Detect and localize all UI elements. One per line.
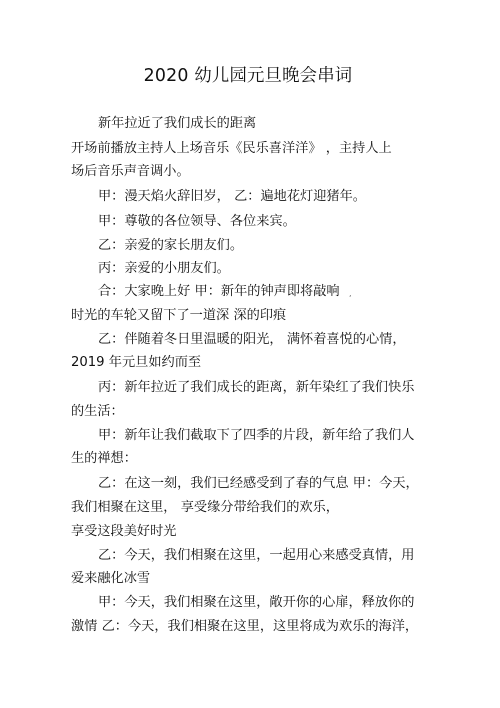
text-line: 乙：在这一刻，我们已经感受到了春的气息 甲：今天， xyxy=(98,476,419,491)
text-line: 激情 乙：今天，我们相聚在这里，这里将成为欢乐的海洋， xyxy=(71,619,419,634)
text-line: 丙：亲爱的小朋友们。 xyxy=(98,261,230,276)
text-line: 乙：伴随着冬日里温暖的阳光， 满怀着喜悦的心情， xyxy=(98,332,406,347)
text-line: 新年拉近了我们成长的距离 xyxy=(98,116,257,131)
text-line: 乙：今天，我们相聚在这里，一起用心来感受真情，用 xyxy=(98,548,415,563)
text-line: 的生活： xyxy=(71,404,124,419)
text-line: 甲：尊敬的各位领导、各位来宾。 xyxy=(98,214,296,229)
text-line: 甲：新年让我们截取下了四季的片段，新年给了我们人 xyxy=(98,428,415,443)
text-line: 乙：亲爱的家长朋友们。 xyxy=(98,238,244,253)
text-line: 甲：漫天焰火辞旧岁， 乙：遍地花灯迎猪年。 xyxy=(98,189,366,204)
stray-mark: , xyxy=(349,289,352,298)
text-line: 2019 年元旦如约而至 xyxy=(71,355,202,370)
text-line: 爱来融化冰雪 xyxy=(71,571,151,586)
text-line: 生的禅想： xyxy=(71,451,137,466)
document-title: 2020 幼儿园元旦晚会串词 xyxy=(143,66,353,86)
text-line: 时光的车轮又留下了一道深 深的印痕 xyxy=(71,308,287,323)
text-line: 享受这段美好时光 xyxy=(71,524,177,539)
text-line: 合：大家晚上好 甲：新年的钟声即将敲响 xyxy=(98,284,340,299)
text-line: 开场前播放主持人上场音乐《民乐喜洋洋》 ，主持人上 xyxy=(71,141,392,156)
text-line: 甲：今天，我们相聚在这里，敞开你的心扉，释放你的 xyxy=(98,595,415,610)
text-line: 丙：新年拉近了我们成长的距离，新年染红了我们快乐 xyxy=(98,380,415,395)
text-line: 我们相聚在这里， 享受缘分带给我们的欢乐， xyxy=(71,500,339,515)
text-line: 场后音乐声音调小。 xyxy=(71,164,190,179)
